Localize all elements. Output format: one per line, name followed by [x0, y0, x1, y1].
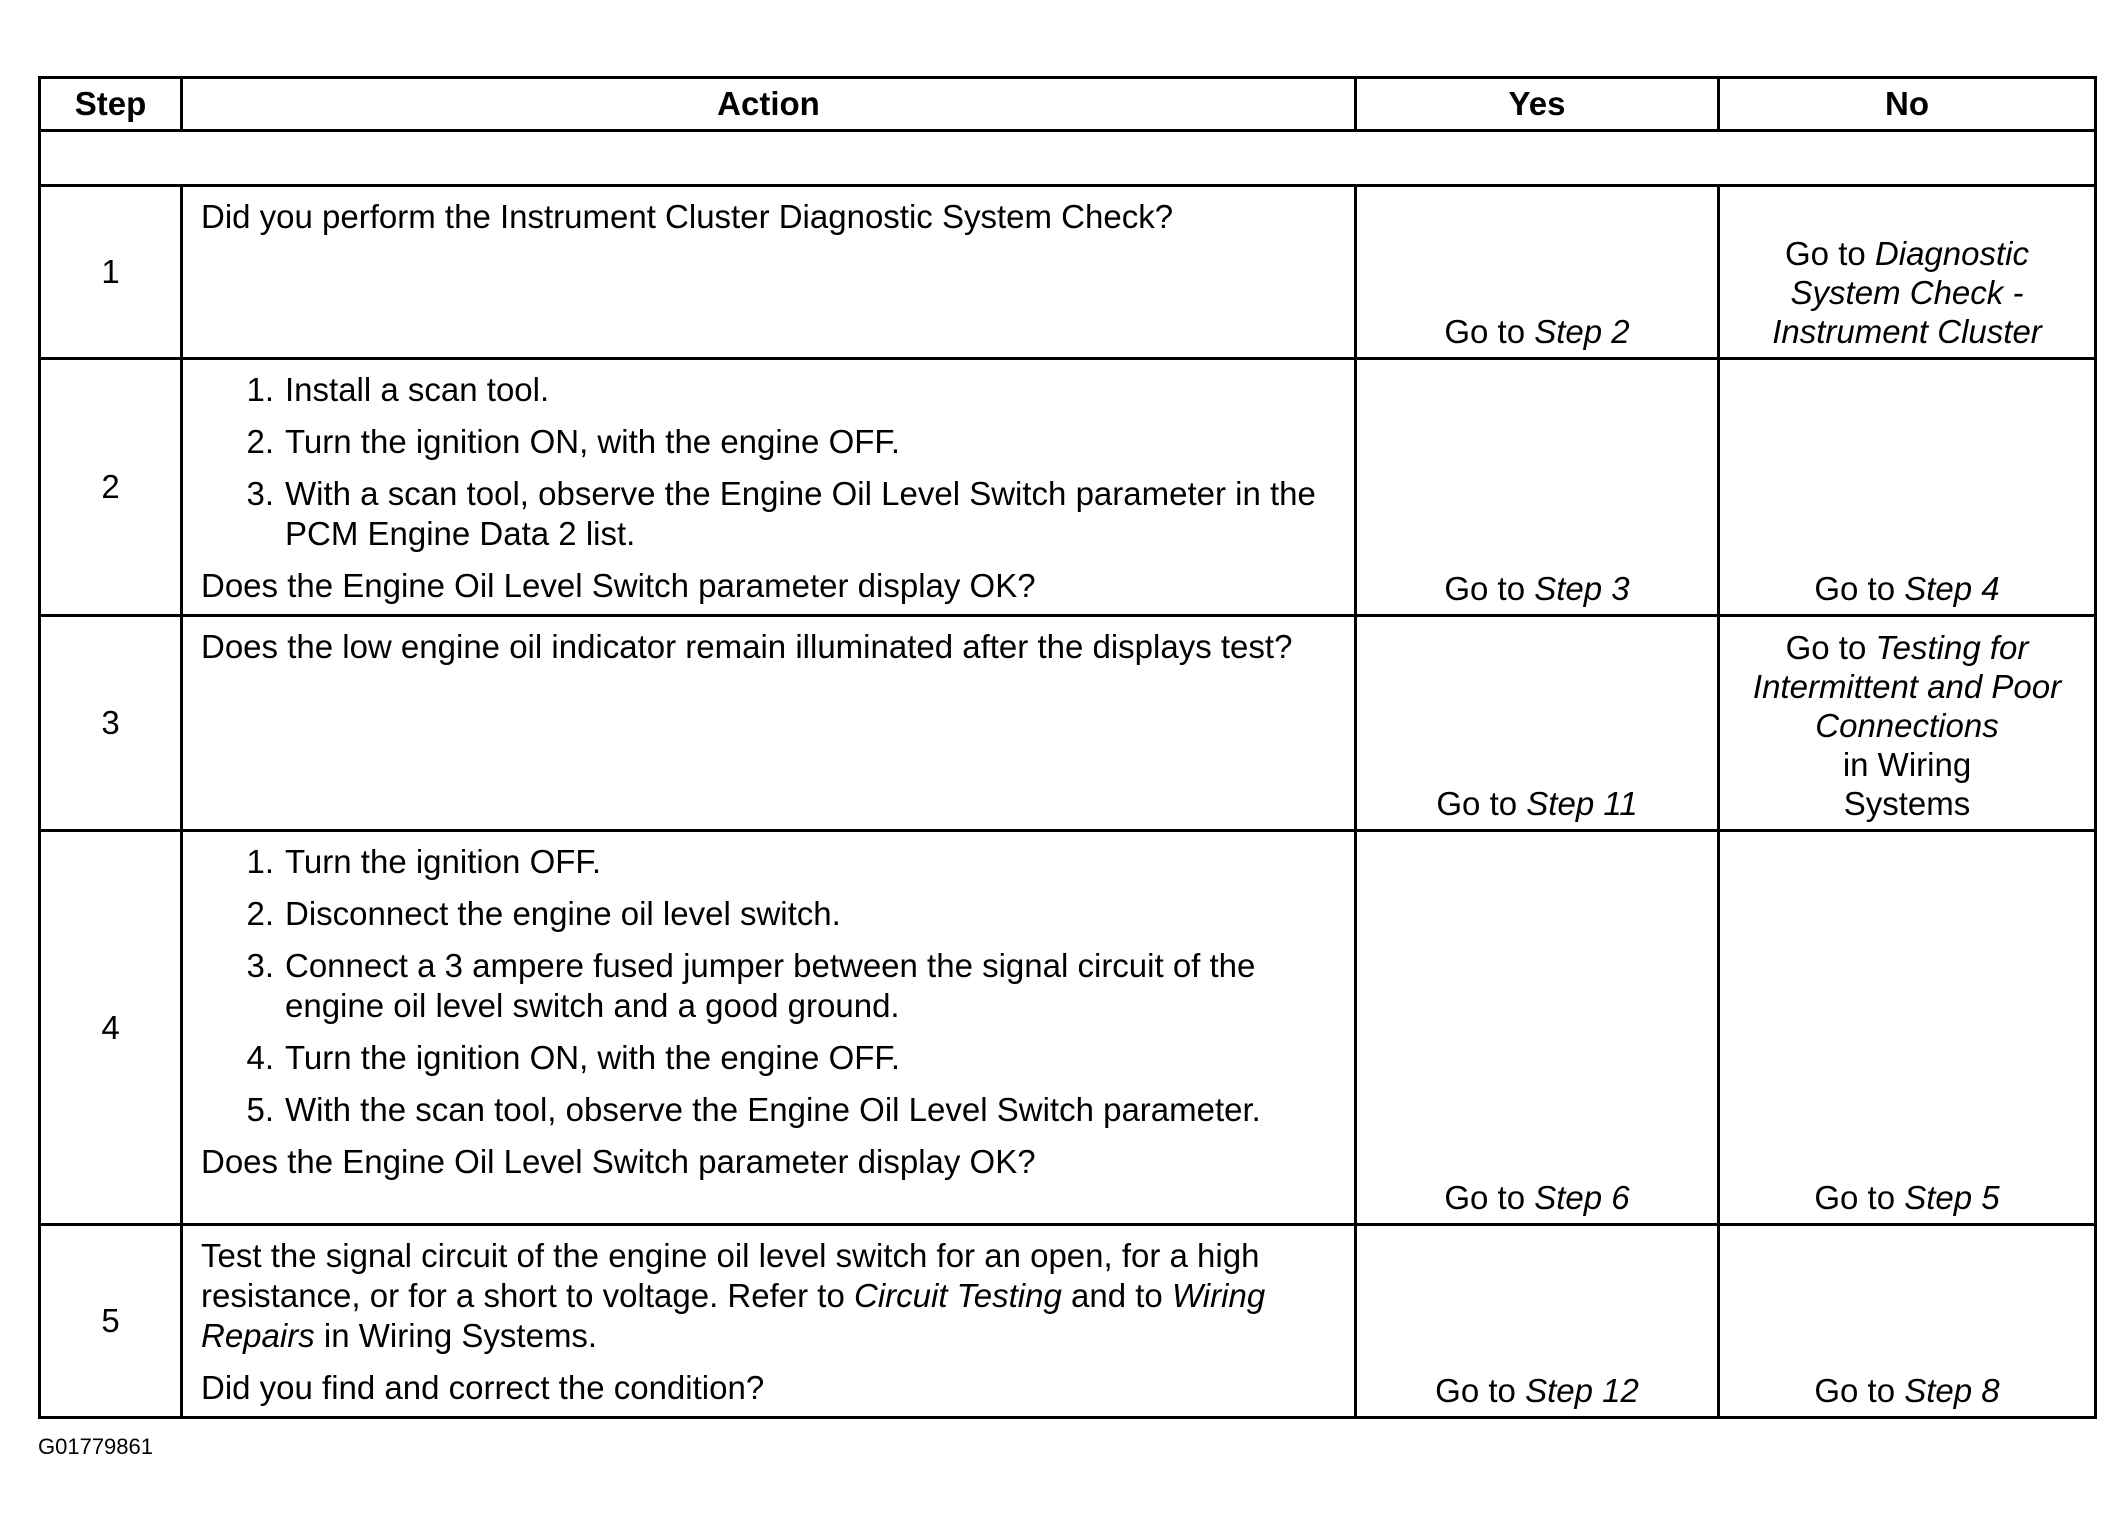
substep-number: 3.	[246, 475, 274, 512]
diagnostic-table	[38, 76, 2097, 1419]
substep-text: Connect a 3 ampere fused jumper between the signal circuit of the engine oil level switch and a good ground.	[285, 947, 1256, 1024]
yes-prefix: Go to	[1444, 1179, 1535, 1216]
yes-prefix: Go to	[1444, 570, 1535, 607]
yes-step-link[interactable]: Step 6	[1534, 1179, 1630, 1216]
yes-step-link[interactable]: Step 3	[1534, 570, 1630, 607]
substep	[201, 946, 1336, 1026]
substep-text: With the scan tool, observe the Engine Oil Level Switch parameter.	[285, 1091, 1261, 1128]
yes-prefix: Go to	[1435, 1372, 1526, 1409]
no-link-line-2[interactable]: System Check -	[1790, 274, 2024, 311]
action-text: Did you perform the Instrument Cluster Diagnostic System Check?	[201, 198, 1174, 235]
no-prefix: Go to	[1785, 235, 1875, 272]
substep-number: 1.	[246, 843, 274, 880]
table-row	[40, 831, 2096, 1225]
action-cell	[182, 1225, 1356, 1418]
action-text	[201, 1236, 1336, 1356]
action-cell	[182, 186, 1356, 359]
no-prefix: Go to	[1814, 1372, 1905, 1409]
substep	[201, 370, 1336, 410]
step-number: 3	[40, 616, 182, 831]
yes-cell	[1356, 616, 1719, 831]
yes-prefix: Go to	[1436, 785, 1527, 822]
substep-number: 3.	[246, 947, 274, 984]
action-cell	[182, 831, 1356, 1225]
no-link-line-3[interactable]: Connections	[1815, 707, 1999, 744]
wiring-repairs-link[interactable]: Wiring Repairs	[201, 1277, 1266, 1354]
step-number: 4	[40, 831, 182, 1225]
yes-step-link[interactable]: Step 2	[1534, 313, 1630, 350]
spacer-row	[40, 131, 2096, 186]
no-suffix-line-2: Systems	[1843, 785, 1971, 822]
step-number: 2	[40, 359, 182, 616]
header-yes: Yes	[1356, 78, 1719, 131]
question-text: Does the Engine Oil Level Switch parameter display OK?	[201, 1143, 1036, 1180]
substep-number: 4.	[246, 1039, 274, 1076]
action-cell	[182, 616, 1356, 831]
substep-text: Turn the ignition ON, with the engine OFF.	[285, 1039, 901, 1076]
yes-cell	[1356, 831, 1719, 1225]
table-row	[40, 359, 2096, 616]
substep-number: 5.	[246, 1091, 274, 1128]
image-id: G01779861	[38, 1434, 153, 1459]
no-link-line-3[interactable]: Instrument Cluster	[1772, 313, 2042, 350]
yes-cell	[1356, 186, 1719, 359]
substep-text: With a scan tool, observe the Engine Oil Level Switch parameter in the PCM Engine Data 2 list.	[285, 475, 1316, 552]
header-no: No	[1719, 78, 2096, 131]
no-cell	[1719, 359, 2096, 616]
substep-list	[201, 370, 1336, 554]
header-step: Step	[40, 78, 182, 131]
yes-prefix: Go to	[1444, 313, 1535, 350]
action-cell	[182, 359, 1356, 616]
yes-cell	[1356, 359, 1719, 616]
circuit-testing-link[interactable]: Circuit Testing	[853, 1277, 1062, 1314]
question-text: Did you find and correct the condition?	[201, 1369, 765, 1406]
no-step-link[interactable]: Step 4	[1904, 570, 2000, 607]
substep-number: 1.	[246, 371, 274, 408]
substep	[201, 894, 1336, 934]
no-cell	[1719, 831, 2096, 1225]
header-row	[40, 78, 2096, 131]
substep-text: Disconnect the engine oil level switch.	[285, 895, 841, 932]
table-row	[40, 616, 2096, 831]
substep-list	[201, 842, 1336, 1130]
no-cell	[1719, 616, 2096, 831]
no-step-link[interactable]: Step 8	[1904, 1372, 2000, 1409]
step-number: 1	[40, 186, 182, 359]
no-cell	[1719, 186, 2096, 359]
substep	[201, 1090, 1336, 1130]
no-link-line-1[interactable]: Diagnostic	[1874, 235, 2029, 272]
substep	[201, 1038, 1336, 1078]
table-row	[40, 1225, 2096, 1418]
no-step-link[interactable]: Step 5	[1904, 1179, 2000, 1216]
action-text: Does the low engine oil indicator remain illuminated after the displays test?	[201, 628, 1293, 665]
substep	[201, 422, 1336, 462]
action-text-part: and to	[1061, 1277, 1172, 1314]
table-row	[40, 186, 2096, 359]
substep	[201, 842, 1336, 882]
no-suffix-line-1: in Wiring	[1842, 746, 1972, 783]
no-cell	[1719, 1225, 2096, 1418]
spacer-cell	[40, 131, 2096, 186]
substep-text: Install a scan tool.	[285, 371, 550, 408]
action-text-part: in Wiring Systems.	[314, 1317, 598, 1354]
substep	[201, 474, 1336, 554]
yes-cell	[1356, 1225, 1719, 1418]
no-prefix: Go to	[1814, 570, 1905, 607]
no-link-line-2[interactable]: Intermittent and Poor	[1752, 668, 2062, 705]
substep-text: Turn the ignition ON, with the engine OFF.	[285, 423, 901, 460]
substep-number: 2.	[246, 423, 274, 460]
header-action: Action	[182, 78, 1356, 131]
no-link-line-1[interactable]: Testing for	[1875, 629, 2029, 666]
action-text-part: Test the signal circuit of the engine oil level switch for an open, for a high resistance, or for a short to voltage. Refer to	[201, 1237, 1260, 1314]
no-prefix: Go to	[1814, 1179, 1905, 1216]
substep-text: Turn the ignition OFF.	[285, 843, 602, 880]
question-text: Does the Engine Oil Level Switch parameter display OK?	[201, 567, 1036, 604]
yes-step-link[interactable]: Step 11	[1526, 785, 1638, 822]
no-prefix: Go to	[1785, 629, 1876, 666]
substep-number: 2.	[246, 895, 274, 932]
yes-step-link[interactable]: Step 12	[1525, 1372, 1639, 1409]
step-number: 5	[40, 1225, 182, 1418]
